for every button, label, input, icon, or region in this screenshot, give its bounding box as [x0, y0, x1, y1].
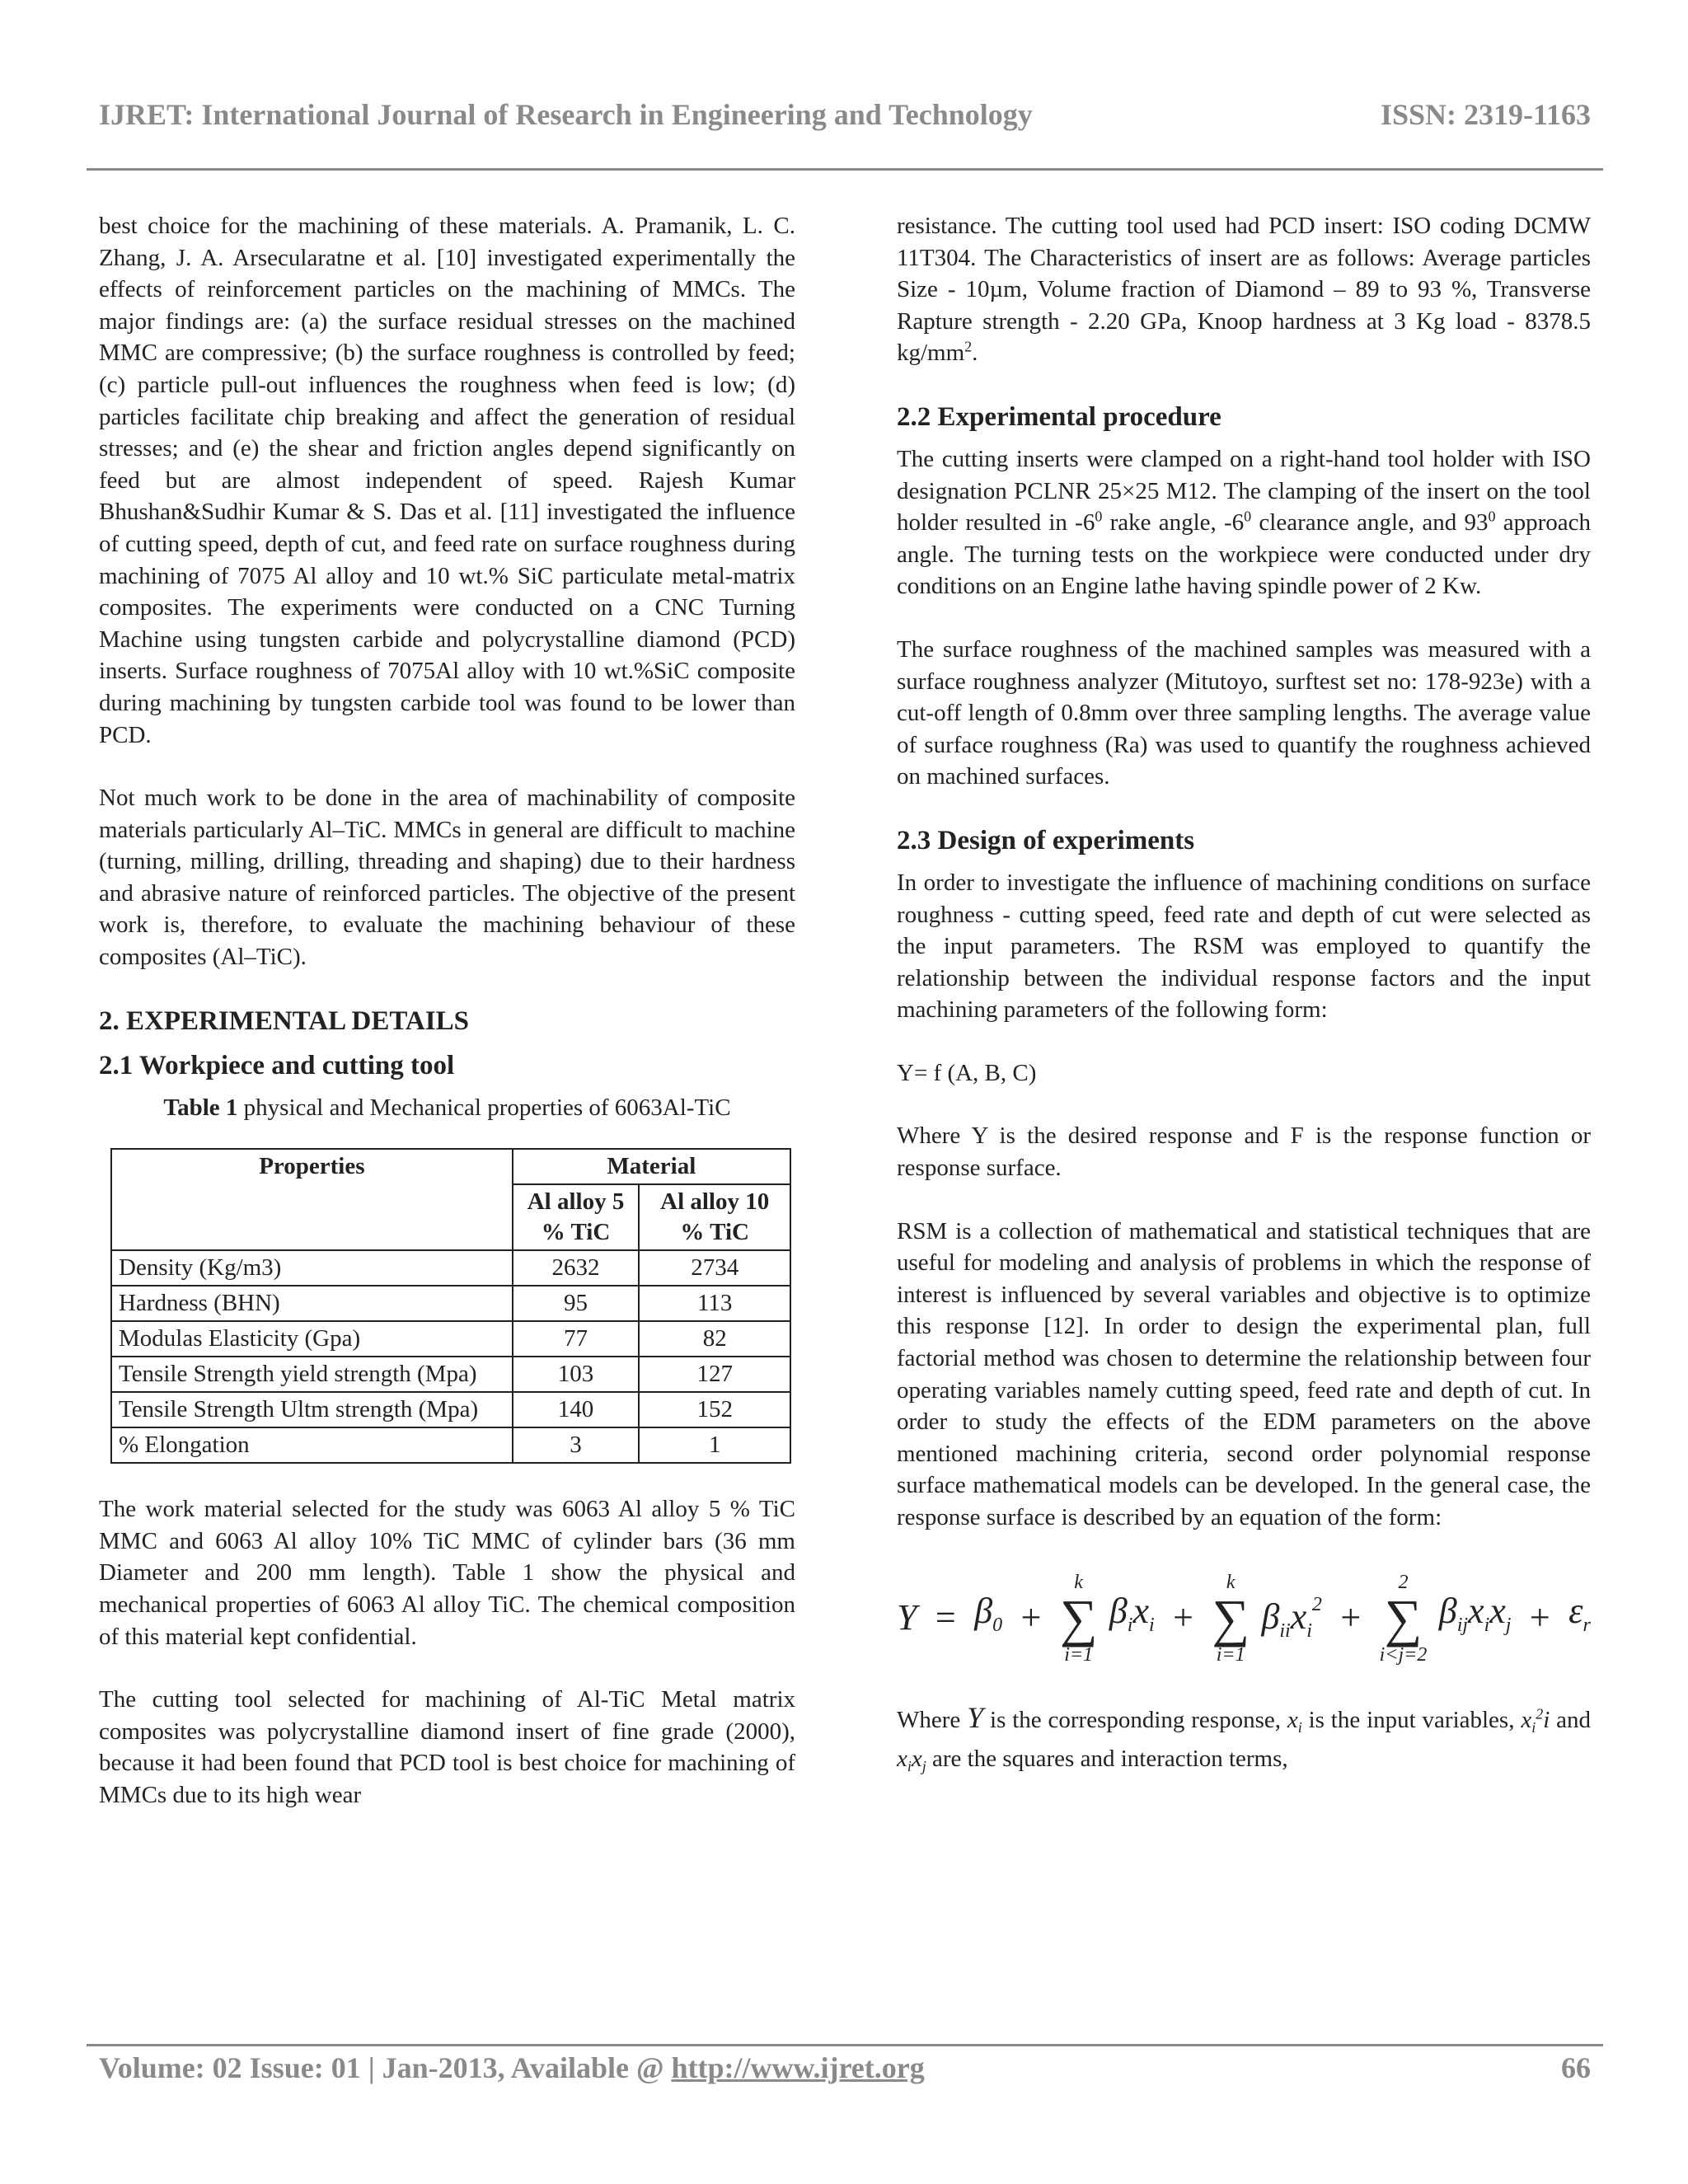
- paragraph: [897, 1702, 1591, 1783]
- subsection-heading: 2.2 Experimental procedure: [897, 401, 1221, 432]
- paragraph: Where Y is the desired response and F is the response function or response surface.: [897, 1122, 1591, 1182]
- cell-property: Hardness (BHN): [111, 1286, 513, 1321]
- subscript: 0: [992, 1614, 1003, 1636]
- table-row: [111, 1427, 790, 1463]
- text: resistance. The cutting tool used had PCD insert: ISO coding DCMW 11T304. The Characteristics of insert are as follows: Average particles Size - 10µm, Volume fraction of Diamond – 89 to 93 %, Transverse Rapture strength - 2.20 GPa, Knoop hardness at 3 Kg load - 8378.5 kg/mm: [897, 213, 1591, 367]
- cell-value: 103: [513, 1357, 640, 1392]
- journal-title: IJRET: International Journal of Research in Engineering and Technology: [99, 98, 1033, 131]
- eq-plus: +: [1340, 1597, 1362, 1638]
- cell-property: Tensile Strength yield strength (Mpa): [111, 1357, 513, 1392]
- journal-link[interactable]: http://www.ijret.org: [671, 2051, 925, 2084]
- beta-symbol: β: [974, 1590, 993, 1631]
- beta-symbol: β: [1438, 1590, 1457, 1631]
- cell-value: 140: [513, 1392, 640, 1427]
- subscript: i: [907, 1758, 912, 1775]
- eq-beta0: [974, 1590, 1003, 1642]
- cell-value: 82: [639, 1321, 790, 1357]
- table-row: [111, 1321, 790, 1357]
- volume-text: Volume: 02 Issue: 01 | Jan-2013, Available @: [99, 2051, 672, 2084]
- eq-equals: =: [935, 1597, 956, 1638]
- subsection-heading: 2.1 Workpiece and cutting tool: [99, 1050, 455, 1080]
- cell-value: 2734: [639, 1250, 790, 1286]
- sum-interaction: [1380, 1572, 1428, 1666]
- formula-inline: Y= f (A, B, C): [897, 1059, 1037, 1086]
- subscript: i: [1484, 1614, 1490, 1636]
- x-symbol: x: [1489, 1590, 1506, 1631]
- sigma-symbol: ∑: [1384, 1588, 1423, 1647]
- table-caption-text: physical and Mechanical properties of 6063Al-TiC: [237, 1094, 731, 1121]
- paragraph: The work material selected for the study was 6063 Al alloy 5 % TiC MMC and 6063 Al alloy 10% TiC MMC of cylinder bars (36 mm Diameter and 200 mm length). Table 1 show the physical and mechanical properties of 6063 Al alloy TiC. The chemical composition of this material kept confidential.: [99, 1496, 795, 1650]
- subscript: i: [1297, 1718, 1302, 1736]
- sigma-symbol: ∑: [1059, 1588, 1098, 1647]
- cell-value: 95: [513, 1286, 640, 1321]
- subscript: r: [1582, 1614, 1591, 1636]
- subscript: j: [921, 1758, 926, 1775]
- paragraph: [897, 210, 1591, 369]
- subscript: i: [1531, 1718, 1536, 1736]
- properties-table: [110, 1148, 791, 1464]
- term-error: [1568, 1590, 1591, 1642]
- text: is the corresponding response,: [983, 1706, 1287, 1733]
- math-symbol: x: [911, 1746, 922, 1773]
- text: is the input variables,: [1301, 1706, 1522, 1733]
- subscript: i: [1149, 1614, 1155, 1636]
- paragraph: In order to investigate the influence of machining conditions on surface roughness - cutting speed, feed rate and depth of cut were selected as the input parameters. The RSM was employed to quantify the relationship between the individual response factors and the input machining parameters of the following form:: [897, 869, 1591, 1024]
- subsection-heading: 2.3 Design of experiments: [897, 825, 1195, 855]
- page-number: 66: [1561, 2051, 1591, 2084]
- header-rule: [87, 168, 1603, 171]
- eq-plus: +: [1529, 1597, 1550, 1638]
- paragraph: The cutting tool selected for machining of Al-TiC Metal matrix composites was polycrystalline diamond insert of fine grade (2000), because it had been found that PCD tool is best choice for machining of MMCs due to its high wear: [99, 1686, 795, 1808]
- table-row: [111, 1392, 790, 1427]
- sum-quadratic: [1212, 1572, 1250, 1666]
- beta-symbol: β: [1261, 1596, 1280, 1638]
- left-column: [99, 210, 795, 1811]
- sum-upper: k: [1226, 1571, 1236, 1593]
- right-column: [897, 210, 1591, 1783]
- beta-symbol: β: [1109, 1590, 1128, 1631]
- math-symbol: x: [1287, 1706, 1298, 1733]
- x-symbol: x: [1132, 1590, 1149, 1631]
- text: are the squares and interaction terms,: [926, 1746, 1288, 1773]
- cell-value: 1: [639, 1427, 790, 1463]
- superscript: 2: [1536, 1704, 1544, 1722]
- table-header-row: [111, 1149, 790, 1184]
- cell-value: 77: [513, 1321, 640, 1357]
- subscript: i: [1306, 1620, 1312, 1643]
- sigma-symbol: ∑: [1212, 1588, 1250, 1647]
- header-properties: Properties: [111, 1149, 513, 1250]
- sum-upper: 2: [1398, 1571, 1409, 1593]
- page-header: [99, 97, 1591, 132]
- math-symbol: Y: [967, 1700, 984, 1734]
- x-symbol: x: [1290, 1596, 1307, 1638]
- table-row: [111, 1357, 790, 1392]
- table-label: Table 1: [163, 1094, 238, 1121]
- cell-value: 113: [639, 1286, 790, 1321]
- cell-property: Tensile Strength Ultm strength (Mpa): [111, 1392, 513, 1427]
- table-caption: [99, 1092, 795, 1124]
- text: clearance angle, and 93: [1251, 509, 1489, 537]
- superscript: 0: [1488, 508, 1496, 525]
- paragraph: Not much work to be done in the area of machinability of composite materials particularly Al–TiC. MMCs in general are difficult to machine (turning, milling, drilling, threading and shaping) due to their hardness and abrasive nature of reinforced particles. The objective of the present work is, therefore, to evaluate the machining behaviour of these composites (Al–TiC).: [99, 785, 795, 971]
- math-symbol: x: [897, 1746, 907, 1773]
- header-material: Material: [513, 1149, 790, 1184]
- paragraph: [897, 443, 1591, 602]
- paragraph: best choice for the machining of these materials. A. Pramanik, L. C. Zhang, J. A. Arsecularatne et al. [10] investigated experimentally the effects of reinforcement particles on the machining of MMCs. The major findings are: (a) the surface residual stresses on the machined MMC are compressive; (b) the surface roughness is controlled by feed; (c) particle pull-out influences the roughness when feed is low; (d) particles facilitate chip breaking and affect the generation of residual stresses; and (e) the shear and friction angles depend significantly on feed but are almost independent of speed. Rajesh Kumar Bhushan&Sudhir Kumar & S. Das et al. [11] investigated the influence of cutting speed, depth of cut, and feed rate on surface roughness during machining of 7075 Al alloy and 10 wt.% SiC particulate metal-matrix composites. The experiments were conducted on a CNC Turning Machine using tungsten carbide and polycrystalline diamond (PCD) inserts. Surface roughness of 7075Al alloy with 10 wt.%SiC composite during machining by tungsten carbide tool was found to be lower than PCD.: [99, 213, 795, 748]
- cell-value: 127: [639, 1357, 790, 1392]
- cell-property: Modulas Elasticity (Gpa): [111, 1321, 513, 1357]
- section-heading: 2. EXPERIMENTAL DETAILS: [99, 1005, 469, 1036]
- sum-linear: [1060, 1572, 1098, 1666]
- cell-property: Density (Kg/m3): [111, 1250, 513, 1286]
- eq-lhs: Y: [897, 1597, 917, 1638]
- term-linear: [1109, 1590, 1155, 1642]
- epsilon-symbol: ε: [1568, 1590, 1583, 1631]
- paragraph: The surface roughness of the machined samples was measured with a surface roughness analyzer (Mitutoyo, surftest set no: 178-923e) with a cut-off length of 0.8mm over three sampling lengths. The average value of surface roughness (Ra) was used to quantify the roughness achieved on machined surfaces.: [897, 635, 1591, 790]
- superscript: 0: [1095, 508, 1103, 525]
- subscript: ij: [1456, 1614, 1469, 1636]
- header-al-10: Al alloy 10 % TiC: [639, 1184, 790, 1250]
- sum-lower: i=1: [1216, 1643, 1245, 1666]
- eq-plus: +: [1020, 1597, 1042, 1638]
- sum-lower: i=1: [1064, 1643, 1094, 1666]
- x-symbol: x: [1468, 1590, 1484, 1631]
- sum-lower: i<j=2: [1379, 1643, 1428, 1666]
- math-symbol: i: [1543, 1706, 1550, 1733]
- cell-value: 2632: [513, 1250, 640, 1286]
- cell-property: % Elongation: [111, 1427, 513, 1463]
- response-surface-equation: [897, 1565, 1591, 1672]
- subscript: i: [1127, 1614, 1133, 1636]
- table-row: [111, 1286, 790, 1321]
- text: approach angle. The turning tests on the workpiece were conducted under dry conditions on an Engine lathe having spindle power of 2 Kw.: [897, 509, 1591, 600]
- footer-volume: [99, 2050, 925, 2085]
- subscript: ii: [1279, 1620, 1291, 1643]
- text: rake angle, -6: [1102, 509, 1245, 537]
- page-footer: [99, 2050, 1591, 2085]
- header-al-5: Al alloy 5 % TiC: [513, 1184, 640, 1250]
- superscript: 2: [1311, 1594, 1322, 1616]
- sum-upper: k: [1074, 1571, 1083, 1593]
- superscript: 2: [964, 338, 973, 355]
- text: .: [972, 340, 978, 367]
- text: and: [1556, 1706, 1592, 1733]
- paragraph: RSM is a collection of mathematical and statistical techniques that are useful for modeling and analysis of problems in which the response of interest is influenced by several variables and objective is to optimize this response [12]. In order to design the experimental plan, full factorial method was chosen to determine the relationship between four operating variables namely cutting speed, feed rate and depth of cut. In order to study the effects of the EDM parameters on the above mentioned machining criteria, second order polynomial response surface mathematical models can be developed. In the general case, the response surface is described by an equation of the form:: [897, 1217, 1591, 1530]
- cell-value: 3: [513, 1427, 640, 1463]
- term-quadratic: [1261, 1589, 1321, 1647]
- eq-plus: +: [1173, 1597, 1193, 1638]
- superscript: 0: [1244, 508, 1252, 525]
- table-row: [111, 1250, 790, 1286]
- subscript: j: [1505, 1614, 1512, 1636]
- math-symbol: x: [1521, 1706, 1532, 1733]
- issn: ISSN: 2319-1163: [1380, 98, 1591, 131]
- text: Where: [897, 1706, 968, 1733]
- footer-rule: [87, 2044, 1603, 2046]
- text: The cutting inserts were clamped on a right-hand tool holder with ISO designation PCLNR 25×25 M12. The clamping of the insert on the tool holder resulted in -6: [897, 445, 1591, 537]
- cell-value: 152: [639, 1392, 790, 1427]
- term-interaction: [1438, 1590, 1512, 1642]
